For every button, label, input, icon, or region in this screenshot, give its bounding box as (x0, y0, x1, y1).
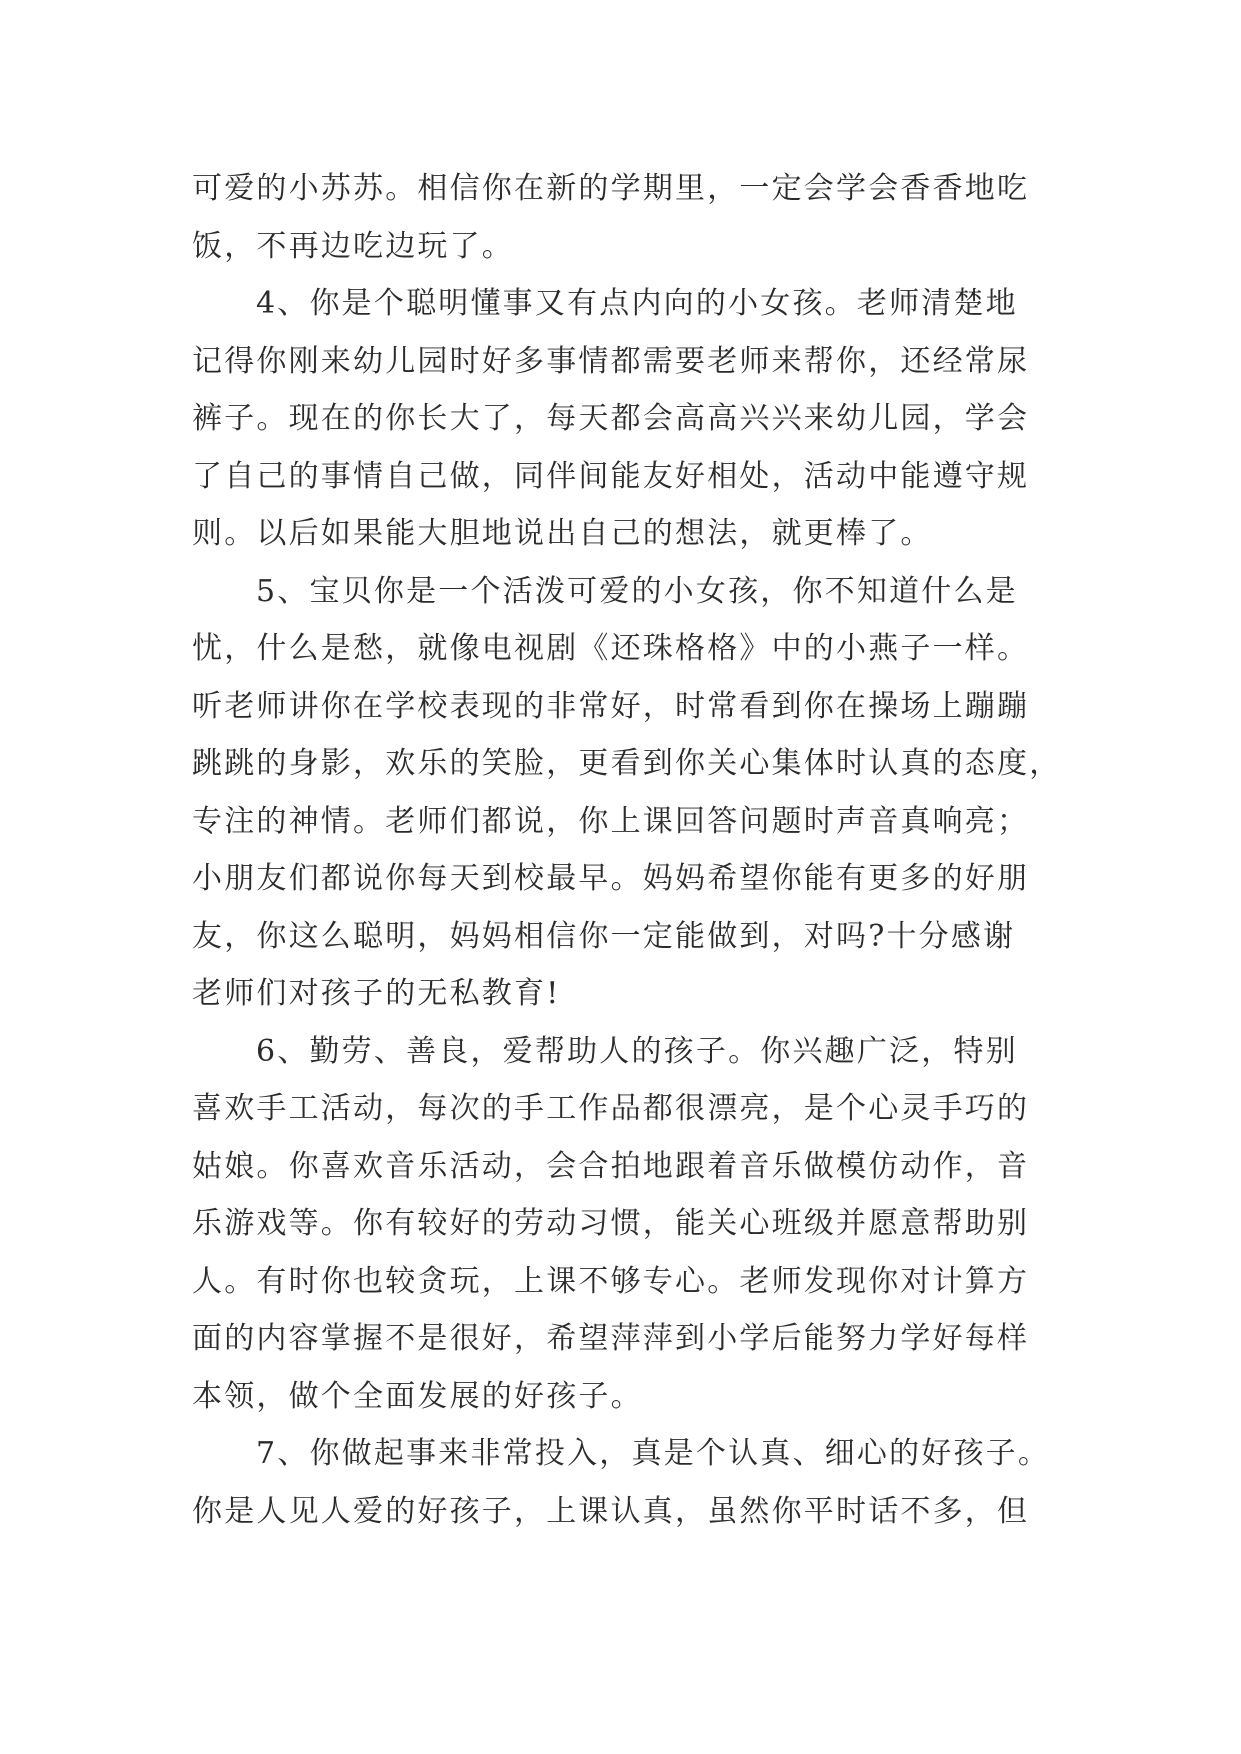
text-line: 则。以后如果能大胆地说出自己的想法，就更棒了。 (192, 516, 933, 551)
text-line: 专注的神情。老师们都说，你上课回答问题时声音真响亮； (192, 803, 1030, 839)
text-line: 饭，不再边吃边玩了。 (192, 228, 514, 264)
document-body (192, 160, 1072, 1540)
text-line: 可爱的小苏苏。相信你在新的学期里，一定会学会香香地吃 (192, 171, 1030, 206)
text-line: 了自己的事情自己做，同伴间能友好相处，活动中能遵守规 (192, 458, 1030, 494)
text-line: 姑娘。你喜欢音乐活动，会合拍地跟着音乐做模仿动作，音 (192, 1148, 1030, 1184)
text-line: 小朋友们都说你每天到校最早。妈妈希望你能有更多的好朋 (192, 861, 1030, 896)
text-line: 本领，做个全面发展的好孩子。 (192, 1378, 643, 1414)
text-line: 老师们对孩子的无私教育! (192, 976, 561, 1011)
text-line: 记得你刚来幼儿园时好多事情都需要老师来帮你，还经常尿 (192, 343, 1030, 379)
text-line: 友，你这么聪明，妈妈相信你一定能做到，对吗?十分感谢 (192, 918, 1016, 954)
paragraph-7-start: 7、你做起事来非常投入，真是个认真、细心的好孩子。 (256, 1436, 1051, 1471)
text-line: 你是人见人爱的好孩子，上课认真，虽然你平时话不多，但 (192, 1493, 1030, 1529)
text-line: 裤子。现在的你长大了，每天都会高高兴兴来幼儿园，学会 (192, 401, 1030, 436)
text-line: 乐游戏等。你有较好的劳动习惯，能关心班级并愿意帮助别 (192, 1206, 1030, 1241)
text-line: 听老师讲你在学校表现的非常好，时常看到你在操场上蹦蹦 (192, 688, 1030, 724)
paragraph-4-start: 4、你是个聪明懂事又有点内向的小女孩。老师清楚地 (256, 286, 1018, 321)
paragraph-6-start: 6、勤劳、善良，爱帮助人的孩子。你兴趣广泛，特别 (256, 1033, 1018, 1069)
text-line: 面的内容掌握不是很好，希望萍萍到小学后能努力学好每样 (192, 1321, 1030, 1356)
text-line: 跳跳的身影，欢乐的笑脸，更看到你关心集体时认真的态度， (192, 746, 1062, 781)
paragraph-5-start: 5、宝贝你是一个活泼可爱的小女孩，你不知道什么是 (256, 573, 1018, 609)
text-line: 人。有时你也较贪玩，上课不够专心。老师发现你对计算方 (192, 1263, 1030, 1299)
text-line: 忧，什么是愁，就像电视剧《还珠格格》中的小燕子一样。 (192, 631, 1030, 666)
text-line: 喜欢手工活动，每次的手工作品都很漂亮，是个心灵手巧的 (192, 1091, 1030, 1126)
